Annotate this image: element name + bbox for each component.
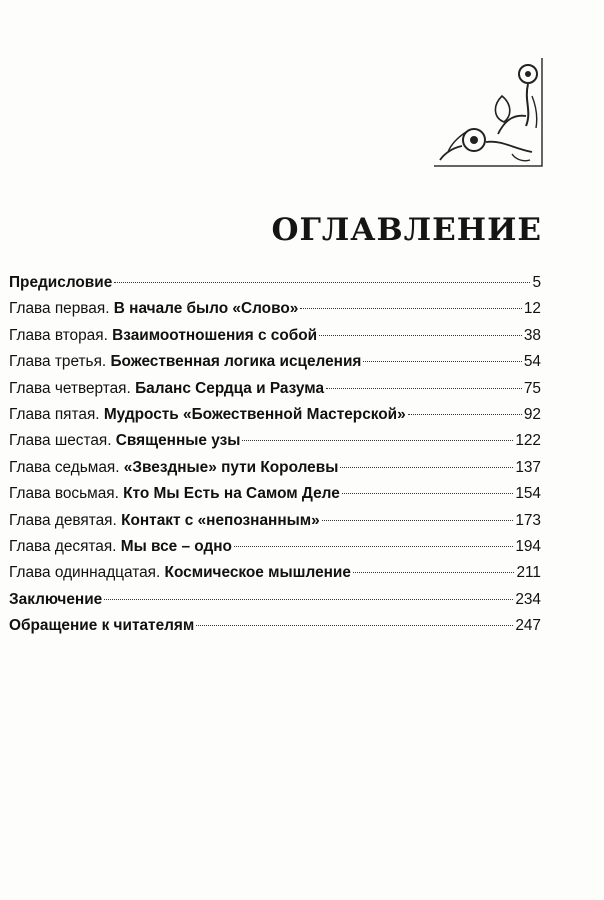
toc-page-number: 54 xyxy=(523,353,541,371)
toc-chapter-title: Баланс Сердца и Разума xyxy=(135,379,325,397)
toc-entry xyxy=(9,455,541,481)
toc-entry xyxy=(9,428,541,454)
toc-page-number: 5 xyxy=(532,274,541,291)
toc-chapter-title: Космическое мышление xyxy=(164,564,351,582)
dot-leader xyxy=(408,413,522,415)
toc-entry xyxy=(9,534,541,560)
toc-entry xyxy=(9,323,541,349)
toc-chapter-prefix: Глава пятая. xyxy=(9,405,104,423)
toc-chapter-title: Заключение xyxy=(9,590,103,608)
table-of-contents xyxy=(9,270,541,639)
dot-leader xyxy=(234,545,513,547)
toc-page-number: 137 xyxy=(515,458,541,476)
toc-chapter-prefix: Глава шестая. xyxy=(9,432,116,450)
toc-entry-label xyxy=(9,402,406,428)
dot-leader xyxy=(319,334,522,336)
toc-entry-label xyxy=(9,376,324,402)
toc-chapter-title: Священные узы xyxy=(115,432,241,450)
toc-chapter-prefix: Глава вторая. xyxy=(9,326,113,344)
toc-chapter-title: Мудрость «Божественной Мастерской» xyxy=(103,405,406,423)
toc-entry-label xyxy=(9,481,340,507)
toc-page-number: 247 xyxy=(515,617,541,635)
toc-entry xyxy=(9,508,541,534)
toc-page-number: 38 xyxy=(523,326,541,344)
toc-chapter-title: В начале было «Слово» xyxy=(113,300,299,318)
toc-chapter-title: Контакт с «непознанным» xyxy=(121,511,320,529)
toc-page-number: 211 xyxy=(516,564,541,582)
toc-entry xyxy=(9,560,541,586)
toc-entry-label xyxy=(9,534,232,560)
toc-page-number: 194 xyxy=(515,537,541,555)
toc-entry xyxy=(9,349,541,375)
toc-page-number: 173 xyxy=(515,511,541,529)
toc-chapter-prefix: Глава третья. xyxy=(9,353,111,371)
toc-chapter-title: Обращение к читателям xyxy=(9,617,195,635)
dot-leader xyxy=(104,598,513,600)
dot-leader xyxy=(353,571,515,573)
toc-page-number: 12 xyxy=(523,300,541,318)
toc-entry-label xyxy=(9,349,361,375)
toc-chapter-title: Божественная логика исцеления xyxy=(110,353,362,371)
toc-entry-label xyxy=(9,270,112,296)
toc-entry xyxy=(9,402,541,428)
toc-entry-label xyxy=(9,296,298,322)
dot-leader xyxy=(342,492,514,494)
page-title: ОГЛАВЛЕНИЕ xyxy=(271,212,542,248)
toc-entry xyxy=(9,481,541,507)
toc-page-number: 154 xyxy=(515,485,541,503)
toc-chapter-prefix: Глава седьмая. xyxy=(9,458,124,476)
dot-leader xyxy=(196,624,513,626)
toc-page-number: 75 xyxy=(523,379,541,397)
dot-leader xyxy=(322,519,514,521)
toc-entry-label xyxy=(9,323,317,349)
toc-chapter-prefix: Глава одиннадцатая. xyxy=(9,564,165,582)
toc-page-number: 92 xyxy=(523,405,541,423)
floral-corner-ornament-icon xyxy=(432,56,544,168)
dot-leader xyxy=(242,439,513,441)
toc-entry-label xyxy=(9,455,338,481)
toc-chapter-prefix: Глава четвертая. xyxy=(9,379,136,397)
toc-entry-label xyxy=(9,428,240,454)
toc-entry xyxy=(9,296,541,322)
toc-entry-label xyxy=(9,613,194,639)
toc-chapter-title: Предисловие xyxy=(9,274,113,291)
toc-chapter-prefix: Глава восьмая. xyxy=(9,485,124,503)
toc-entry-label xyxy=(9,560,351,586)
toc-entry xyxy=(9,587,541,613)
toc-entry xyxy=(9,376,541,402)
dot-leader xyxy=(300,307,522,309)
toc-page-number: 234 xyxy=(515,590,541,608)
toc-chapter-prefix: Глава девятая. xyxy=(9,511,122,529)
toc-chapter-title: Взаимоотношения с собой xyxy=(112,326,318,344)
toc-chapter-prefix: Глава десятая. xyxy=(9,537,121,555)
dot-leader xyxy=(114,281,530,283)
toc-chapter-prefix: Глава первая. xyxy=(9,300,114,318)
toc-chapter-title: Кто Мы Есть на Самом Деле xyxy=(123,485,340,503)
toc-page-number: 122 xyxy=(515,432,541,450)
dot-leader xyxy=(326,387,522,389)
dot-leader xyxy=(340,466,513,468)
toc-entry-label xyxy=(9,508,320,534)
toc-entry xyxy=(9,613,541,639)
toc-entry-label xyxy=(9,587,102,613)
toc-chapter-title: Мы все – одно xyxy=(120,537,232,555)
dot-leader xyxy=(363,360,521,362)
toc-entry xyxy=(9,270,541,296)
toc-chapter-title: «Звездные» пути Королевы xyxy=(123,458,339,476)
